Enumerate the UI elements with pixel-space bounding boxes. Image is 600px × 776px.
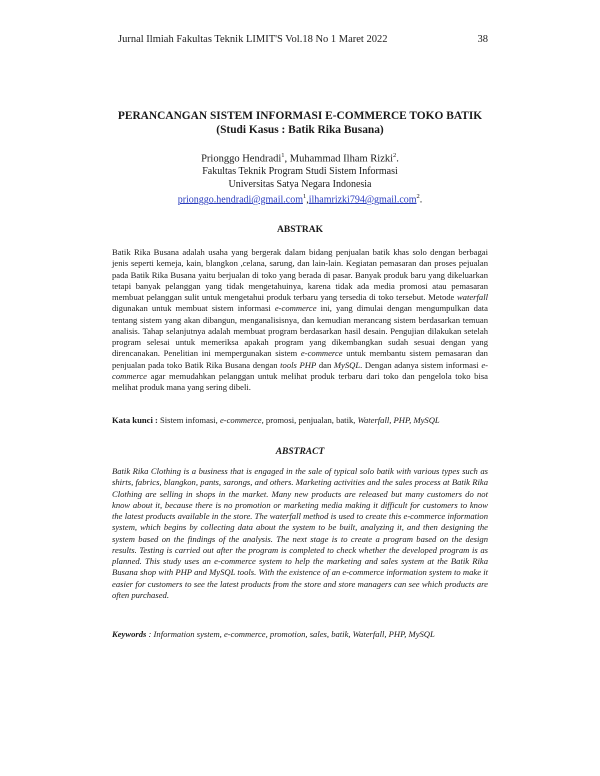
abstract-heading: ABSTRACT <box>275 447 325 457</box>
author-end: . <box>396 153 399 165</box>
faculty: Fakultas Teknik Program Studi Sistem Informasi <box>202 166 398 177</box>
email-2-sup: 2 <box>416 193 420 200</box>
abstrak-em-ecommerce-2: e-commerce <box>300 348 343 359</box>
abstrak-em-tools-php: tools PHP <box>280 359 317 370</box>
abstrak-text-d: untuk membantu sistem pemasaran dan penjualan pada toko Batik Rika Busana dengan <box>112 348 488 370</box>
email-link-1[interactable]: prionggo.hendradi@gmail.com <box>177 194 303 206</box>
abstrak-em-waterfall: waterfall <box>456 292 488 302</box>
abstrak-text-e: dan <box>318 359 332 370</box>
abstrak-em-ecommerce-1: e-commerce <box>274 303 317 314</box>
emails <box>60 191 540 207</box>
author-names <box>60 150 540 166</box>
keywords-label: Keywords <box>112 629 147 639</box>
abstrak-text-f: . Dengan adanya sistem informasi <box>360 359 479 370</box>
page-number: 38 <box>477 34 488 45</box>
abstrak-em-mysql: MySQL <box>333 359 361 370</box>
title-block <box>80 109 520 137</box>
kata-kunci-label: Kata kunci : <box>112 415 158 425</box>
paper-title: PERANCANGAN SISTEM INFORMASI E-COMMERCE TOKO BATIK <box>117 110 483 122</box>
keywords-text: : Information system, e-commerce, promotion, sales, batik, Waterfall, PHP, MySQL <box>148 629 435 639</box>
email-link-2[interactable]: ilhamrizki794@gmail.com <box>308 194 417 206</box>
running-header <box>118 34 488 45</box>
author-2-affiliation: 2 <box>393 152 397 159</box>
kata-kunci-em-ecommerce: e-commerce <box>219 415 262 425</box>
paper-subtitle: (Studi Kasus : Batik Rika Busana) <box>216 124 384 136</box>
kata-kunci-text-a: Sistem infomasi, <box>160 415 218 425</box>
author-1: Prionggo Hendradi <box>201 153 282 165</box>
university: Universitas Satya Negara Indonesia <box>228 178 372 190</box>
abstrak-text-a: Batik Rika Busana adalah usaha yang bergerak dalam bidang penjualan batik khas solo dengan berbagai jenis seperti kemeja, kain, blangkon ,celana, sarung, dan lain-lain. Kegiatan pemasaran dan proses pejualan pada Batik Rika Busana yaitu berjualan di toko yang berada di pasar. Banyak produk baru yang dikeluarkan tetapi banyak pelanggan yang tidak mengetahuinya, karena tidak ada media promosi atau pemasaran membuat pelanggan sulit untuk mengetahui produk terbaru yang tersedia di toko tersebut. Metode <box>112 247 488 302</box>
author-separator: , <box>284 153 290 165</box>
abstrak-paragraph <box>112 247 488 393</box>
kata-kunci <box>112 415 510 425</box>
email-end: . <box>419 194 423 206</box>
abstrak-em-ecommerce-3: e-commerce <box>112 359 489 381</box>
abstrak-text-b: digunakan untuk membuat sistem informasi <box>112 303 271 314</box>
abstrak-text-g: agar memudahkan pelanggan untuk melihat produk terbaru dari toko dan pengelola toko bisa melihat produk mana yang sering dibeli. <box>112 370 488 392</box>
author-2: Muhammad Ilham Rizki <box>289 153 394 165</box>
journal-name: Jurnal Ilmiah Fakultas Teknik LIMIT'S Vol.18 No 1 Maret 2022 <box>118 34 388 45</box>
abstrak-body <box>112 247 488 393</box>
kata-kunci-em-tools: Waterfall, PHP, MySQL <box>357 415 440 425</box>
abstrak-heading: ABSTRAK <box>277 225 323 235</box>
kata-kunci-text-b: , promosi, penjualan, batik, <box>261 415 356 425</box>
email-1-sup: 1 <box>302 193 307 200</box>
abstract-paragraph: Batik Rika Clothing is a business that is engaged in the sale of typical solo batik with various types such as shirts, fabrics, blangkon, pants, sarongs, and others. Marketing activities and the sales process at Batik Rika Clothing are selling in shops in the market. Many new products are released but many customers do not know about it, because there is no promotion or marketing media making it difficult for customers to know the latest products available in the store. The waterfall method is used to create this e-commerce information system, which begins by collecting data about the system to be built, analyzing it, and then designing the system based on the findings of the analysis. The next stage is to create a program based on the design results. Testing is carried out after the program is completed to check whether the developed program is as planned. This study uses an e-commerce system to help the marketing and sales system at the Batik Rika Busana shop with PHP and MySQL tools. With the existence of an e-commerce information system to make it easier for customers to see the latest products from the store and store managers can see which products are often purchased. <box>112 466 488 600</box>
email-separator: , <box>306 194 309 206</box>
authors-block <box>60 150 540 207</box>
author-1-affiliation: 1 <box>281 152 285 159</box>
keywords-en <box>112 629 510 639</box>
abstract-body <box>112 466 488 601</box>
abstrak-text-c: ini, yang dimulai dengan mengumpulkan data tentang sistem yang akan dibangun, menganalisisnya, dan kemudian merancang sistem berdasarkan temuan analisis. Tahap selanjutnya adalah membuat program berdasarkan hasil desain. Pengujian dilakukan setelah program selesai untuk memeriksa apakah program yang dikembangkan sudah sesuai dengan yang direncanakan. Penelitian ini mempergunakan sistem <box>112 303 488 359</box>
